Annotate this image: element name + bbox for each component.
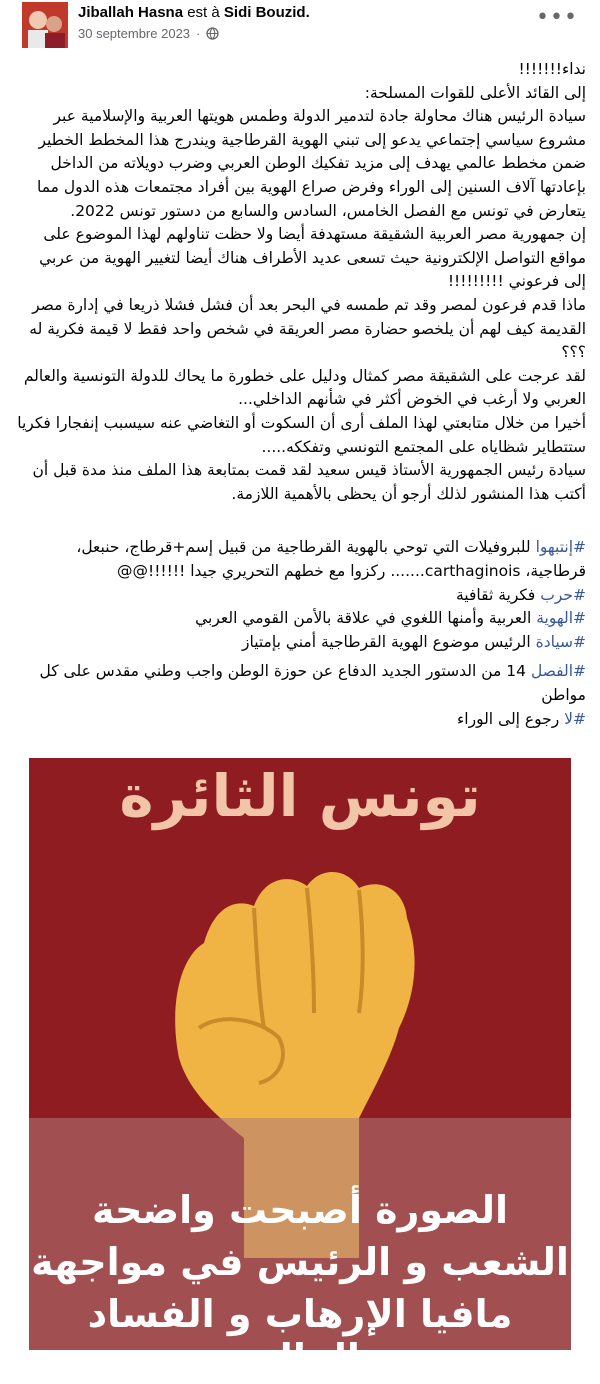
hashtag-text: فكرية ثقافية	[456, 585, 541, 604]
post-meta	[78, 26, 219, 41]
hashtag-text: رجوع إلى الوراء	[457, 709, 565, 728]
globe-icon[interactable]	[206, 27, 219, 40]
post-header	[0, 0, 600, 56]
hashtag-block-2	[14, 660, 586, 731]
hashtag-link[interactable]: #سيادة	[535, 633, 586, 652]
post-date[interactable]: 30 septembre 2023	[78, 26, 191, 41]
hashtag-line	[14, 536, 586, 584]
hashtag-link[interactable]: #لا	[564, 709, 586, 728]
post-paragraph: لقد عرجت على الشقيقة مصر كمثال ودليل على خطورة ما يحاك للدولة التونسية والعالم العربي ولا أرغب في الخوض أكثر في شأنهم الداخلي...	[23, 366, 586, 409]
poster-line: الشعب و الرئيس في مواجهة	[31, 1240, 569, 1284]
author-name[interactable]: Jiballah Hasna	[78, 4, 184, 21]
hashtag-link[interactable]: #الهوية	[536, 609, 586, 628]
post-paragraph: ماذا قدم فرعون لمصر وقد تم طمسه في البحر بعد أن فشل فشلا ذريعا في إدارة مصر القديمة كيف لهم أن يلخصو حضارة مصر العريقة في شخص واحد فقط لا قيمة فكرية له ؟؟؟	[29, 295, 586, 362]
avatar[interactable]	[22, 2, 68, 48]
hashtag-text: للبروفيلات التي توحي بالهوية القرطاجية من قبيل إسم+قرطاج، حنبعل، قرطاجية، carthaginois....... ركزوا مع خطهم التحريري جيدا !!!!!!@@	[76, 538, 586, 580]
poster-title: تونس الثائرة	[119, 762, 481, 830]
location-link[interactable]: Sidi Bouzid.	[223, 4, 310, 21]
more-options-button[interactable]: •••	[536, 5, 578, 30]
meta-separator: ·	[196, 26, 201, 41]
hashtag-link[interactable]: #حرب	[540, 585, 586, 604]
post-image[interactable]	[29, 758, 571, 1380]
author-line	[78, 4, 310, 21]
post-paragraph: إن جمهورية مصر العربية الشقيقة مستهدفة أيضا ولا حظت تناولهم لهذا الموضوع على مواقع التواصل الإلكترونية حيث تسعى عديد الأطراف هناك أيضا لتغيير الهوية من عربي إلى فرعوني !!!!!!!!!	[39, 225, 586, 291]
hashtag-text: 14 من الدستور الجديد الدفاع عن حوزة الوطن واجب وطني مقدس على كل مواطن	[39, 662, 586, 704]
at-word: est à	[187, 4, 220, 21]
hashtag-text: العربية وأمنها اللغوي في علاقة بالأمن القومي العربي	[195, 609, 537, 628]
hashtag-block	[14, 536, 586, 655]
poster-line: الصورة أصبحت واضحة	[92, 1188, 508, 1232]
post-body	[14, 58, 586, 506]
post-paragraph: إلى القائد الأعلى للقوات المسلحة:	[364, 83, 586, 102]
hashtag-line	[14, 708, 586, 732]
post-paragraph: سيادة رئيس الجمهورية الأستاذ قيس سعيد لقد قمت بمتابعة هذا الملف منذ مدة قبل أن أكتب هذا المنشور لذلك أرجو أن يحظى بالأهمية اللازمة.	[32, 461, 586, 503]
post-paragraph: أخيرا من خلال متابعتي لهذا الملف أرى أن السكوت أو التغاضي عنه سيسبب إنفجارا فكريا ستتطاير شظاياه على المجتمع التونسي وتفككه.....	[17, 413, 586, 456]
hashtag-line	[14, 584, 586, 608]
poster-line: مافيا الإرهاب و الفساد المالي	[87, 1292, 513, 1380]
hashtag-link[interactable]: #إنتبهوا	[535, 538, 586, 556]
hashtag-line	[14, 660, 586, 708]
hashtag-link[interactable]: #الفصل	[530, 662, 586, 680]
hashtag-text: الرئيس موضوع الهوية القرطاجية أمني بإمتياز	[242, 633, 536, 652]
hashtag-line	[14, 631, 586, 655]
avatar-photo-icon	[22, 2, 68, 48]
hashtag-line	[14, 607, 586, 631]
post-paragraph: سيادة الرئيس هناك محاولة جادة لتدمير الدولة وطمس هويتها العربية والإسلامية عبر مشروع سياسي إجتماعي يدعو إلى تبني الهوية القرطاجية ويندرج هذا المخطط الخطير ضمن مخطط عالمي يهدف إلى مزيد تفكيك الوطن العربي وضرب دويلاته من الداخل بإعادتها آلاف السنين إلى الوراء وفرض صراع الهوية بين أفراد مجتمعات هذه الدول مما يتعارض في تونس مع الفصل الخامس، السادس والسابع من دستور تونس 2022.	[36, 107, 586, 220]
post-paragraph: نداء!!!!!!!	[518, 60, 586, 78]
